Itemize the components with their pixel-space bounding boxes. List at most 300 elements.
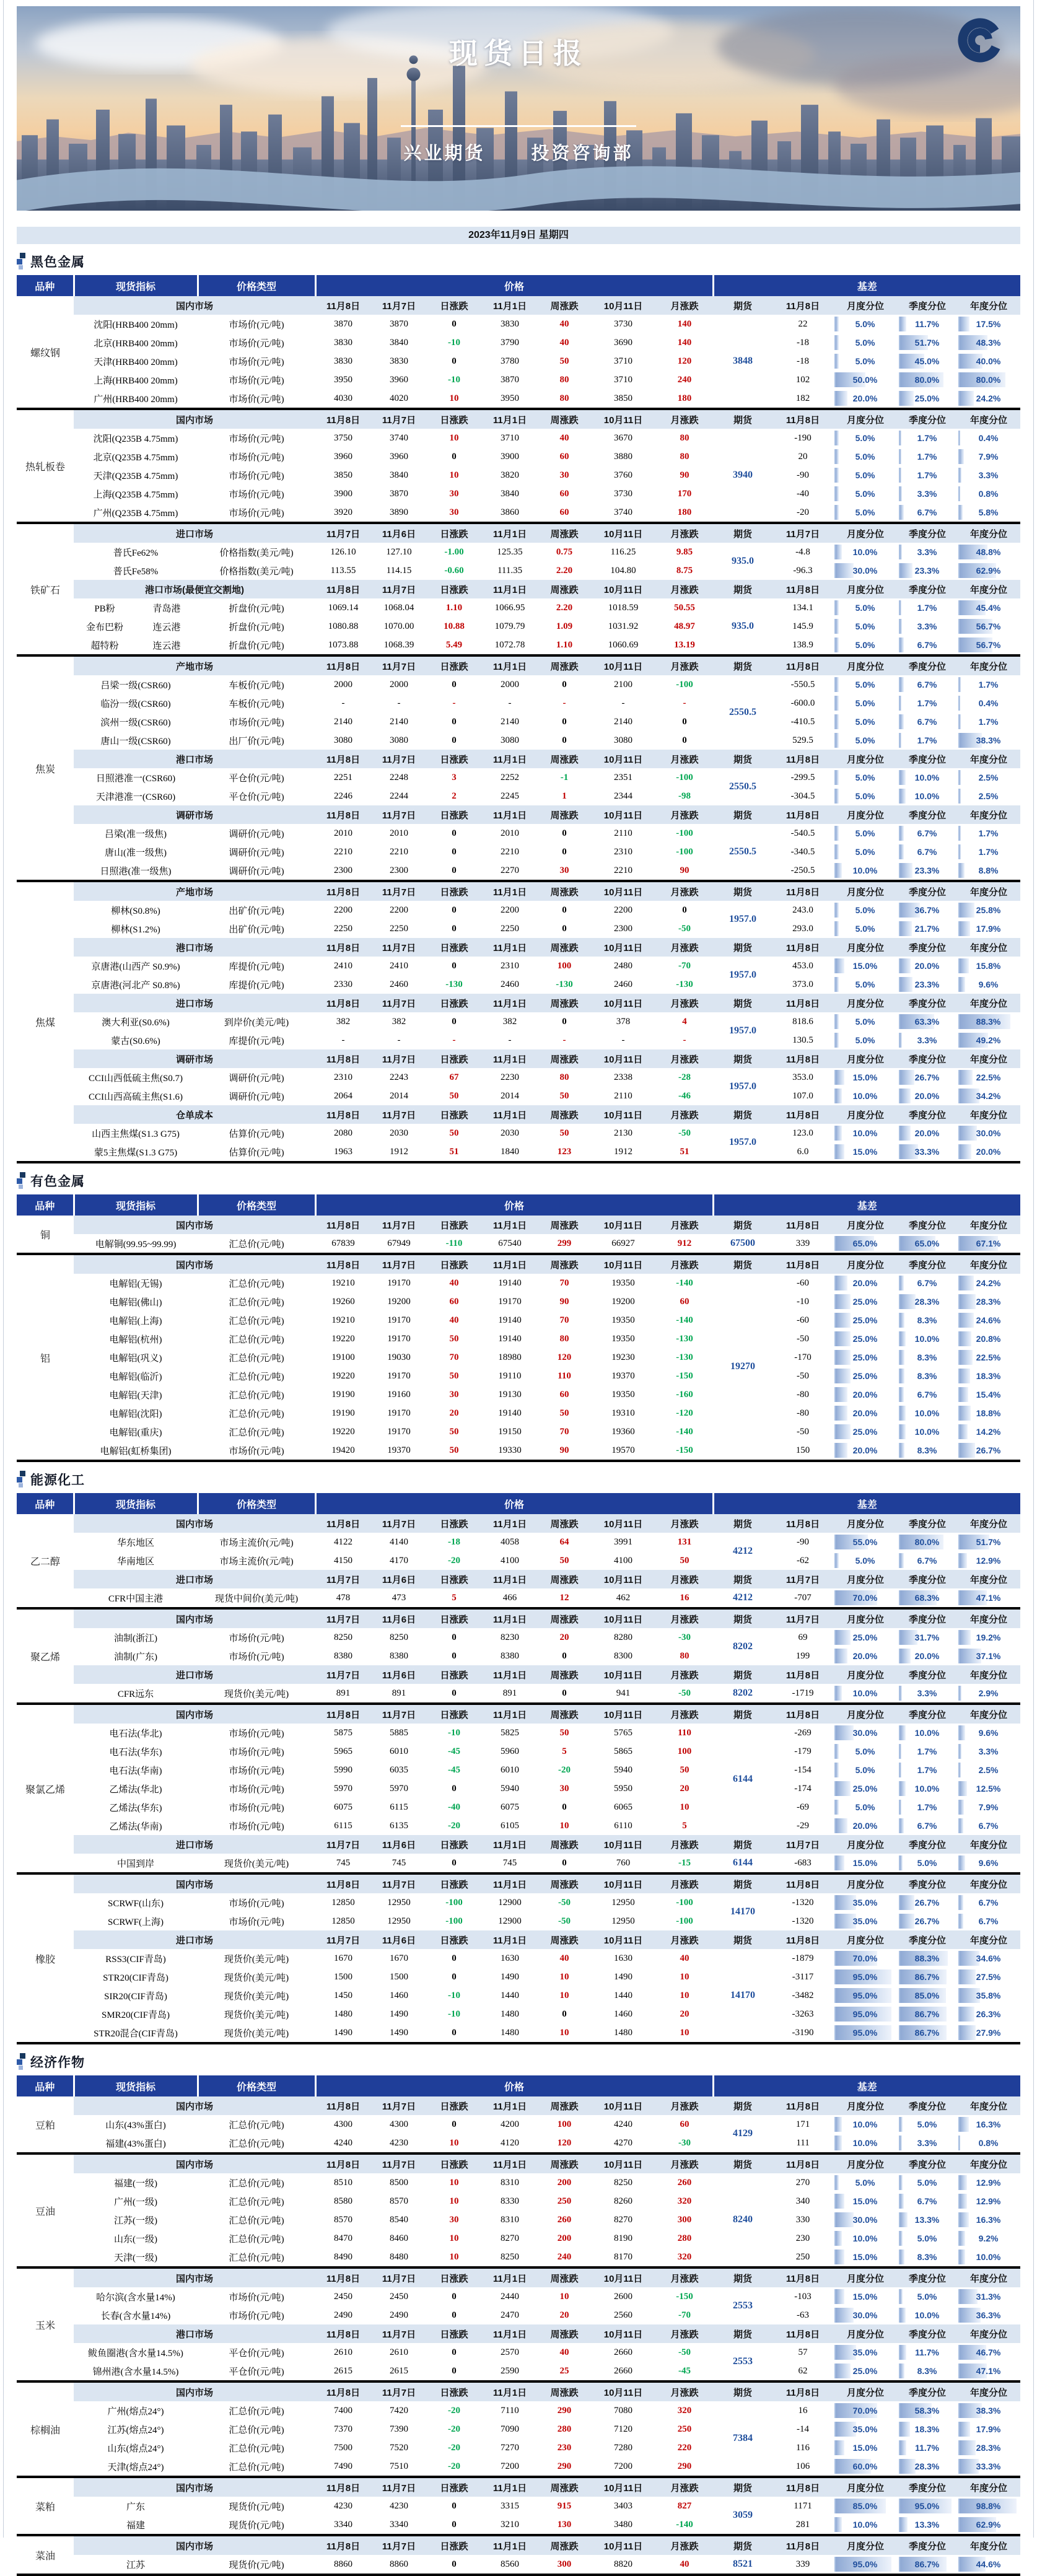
percentile-cell (898, 824, 957, 843)
date-column-header: 11月1日 (481, 2155, 538, 2173)
price-cell: 2246 (334, 791, 353, 801)
table-row (17, 1012, 1020, 1031)
percentile-value: 10.0% (914, 1728, 940, 1738)
change-cell: 0 (452, 1783, 457, 1794)
percentile-bar-wrap (834, 600, 895, 615)
price-cell: 19190 (331, 1408, 355, 1418)
date-column-header: 日涨跌 (427, 805, 481, 824)
price-cell: - (397, 1035, 401, 1045)
percentile-value: 5.0% (855, 735, 875, 745)
percentile-value: 5.0% (855, 621, 875, 631)
variety-label: 热轧板卷 (17, 410, 74, 522)
percentile-value: 24.2% (976, 393, 1001, 403)
indicator-cell: 沈阳(Q235B 4.75mm) (93, 434, 178, 444)
price-cell: 8560 (501, 2559, 520, 2569)
basis-column-header: 期货 (713, 1610, 772, 1628)
futures-price-cell: 1957.0 (729, 914, 757, 924)
market-subheader-row (17, 1835, 1020, 1854)
percentile-value: 20.0% (914, 1128, 940, 1138)
basis-value-cell: -3263 (792, 2009, 814, 2019)
section-bullet-icon (17, 1172, 26, 1189)
change-cell: 80 (559, 1072, 569, 1082)
basis-column-header: 季度分位 (898, 1875, 957, 1893)
percentile-cell (898, 2134, 957, 2152)
percentile-cell (957, 2306, 1020, 2324)
basis-value-cell: 116 (796, 2442, 810, 2453)
percentile-value: 1.7% (917, 1802, 937, 1812)
basis-column-header: 11月7日 (772, 1835, 833, 1854)
change-cell: 915 (557, 2500, 572, 2511)
market-label: 港口市场(最便宜交割地) (74, 580, 315, 598)
basis-value-cell: -29 (797, 1820, 810, 1831)
basis-column-header: 年度分位 (957, 805, 1020, 824)
percentile-cell (833, 1986, 898, 2005)
price-cell: 6110 (614, 1820, 632, 1831)
percentile-cell (957, 2515, 1020, 2534)
table-row (17, 2134, 1020, 2152)
price-type-cell: 汇总价(元/吨) (229, 2443, 284, 2454)
table-row (17, 1533, 1020, 1551)
percentile-value: 6.7% (917, 828, 937, 838)
percentile-cell (833, 787, 898, 805)
change-cell: 120 (557, 1352, 572, 1362)
table-row (17, 1311, 1020, 1330)
change-cell: 0 (452, 2291, 457, 2302)
date-column-header: 10月11日 (590, 2383, 656, 2401)
percentile-cell (833, 466, 898, 484)
market-subheader-row (17, 1105, 1020, 1124)
percentile-value: 12.9% (976, 1556, 1001, 1566)
percentile-value: 62.9% (976, 566, 1001, 576)
change-cell: 230 (557, 2442, 572, 2453)
percentile-bar-wrap (834, 486, 895, 501)
percentile-cell (833, 1779, 898, 1798)
percentile-value: 30.0% (852, 1728, 878, 1738)
percentile-value: 48.8% (976, 547, 1001, 557)
change-cell: 50 (559, 356, 569, 366)
change-cell: 10 (559, 1820, 569, 1831)
change-cell: 0 (562, 846, 567, 857)
change-cell: 100 (557, 2119, 572, 2129)
date-column-header: 日涨跌 (427, 994, 481, 1012)
market-label: 进口市场 (74, 1570, 315, 1588)
change-cell: -100 (676, 846, 693, 857)
price-cell: 2244 (390, 791, 409, 801)
percentile-bar-wrap (899, 619, 954, 634)
date-column-header: 月涨跌 (656, 1570, 713, 1588)
price-cell: 2470 (501, 2310, 520, 2320)
price-type-cell: 汇总价(元/吨) (229, 1409, 284, 1419)
table-row (17, 712, 1020, 731)
change-cell: -20 (448, 2424, 461, 2434)
indicator-cell: 山西主焦煤(S1.3 G75) (92, 1129, 180, 1139)
price-cell: 3730 (614, 488, 633, 499)
price-cell: 1500 (334, 1971, 353, 1982)
date-column-header: 11月8日 (315, 296, 371, 315)
price-type-cell: 市场价(元/吨) (229, 338, 284, 349)
percentile-bar-wrap (834, 1686, 895, 1701)
market-label: 国内市场 (74, 1255, 315, 1274)
percentile-bar-wrap (834, 1725, 895, 1740)
price-cell: 125.35 (497, 546, 523, 557)
percentile-bar-wrap (958, 1294, 1017, 1309)
change-cell: 80 (680, 1650, 689, 1661)
change-cell: 2.20 (556, 602, 573, 613)
date-column-header: 11月7日 (315, 1835, 371, 1854)
percentile-value: 6.7% (917, 1556, 937, 1566)
price-cell: 19190 (331, 1389, 355, 1400)
percentile-cell (957, 2210, 1020, 2229)
date-column-header: 周涨跌 (538, 1665, 590, 1684)
price-cell: 127.10 (386, 546, 412, 557)
percentile-bar-wrap (899, 2403, 954, 2418)
change-cell: 0 (452, 828, 457, 838)
price-cell: 3210 (501, 2519, 520, 2530)
percentile-cell (957, 1533, 1020, 1551)
price-type-cell: 汇总价(元/吨) (229, 2178, 284, 2189)
change-cell: 0 (452, 1650, 457, 1661)
basis-value-cell: -60 (797, 1277, 810, 1288)
percentile-bar-wrap (834, 2364, 895, 2378)
price-cell: 2140 (501, 716, 520, 727)
futures-price-cell: 3848 (733, 356, 753, 366)
percentile-bar-wrap (899, 1744, 954, 1759)
basis-value-cell: -190 (794, 432, 812, 443)
percentile-cell (833, 712, 898, 731)
basis-value-cell: 6.0 (797, 1146, 809, 1157)
price-cell: 2252 (501, 772, 520, 782)
basis-column-header: 季度分位 (898, 994, 957, 1012)
bullet-square-icon (17, 1178, 22, 1184)
table-row (17, 975, 1020, 994)
table-row (17, 1779, 1020, 1798)
percentile-bar-wrap (958, 1818, 1017, 1833)
bullet-square-icon (20, 2053, 25, 2059)
basis-value-cell: 111 (796, 2137, 810, 2148)
percentile-bar-wrap (958, 2345, 1017, 2360)
price-cell: 3840 (390, 337, 409, 348)
col-price-type-header: 价格类型 (198, 1493, 315, 1514)
change-cell: 8.75 (676, 565, 693, 576)
percentile-bar-wrap (958, 1089, 1017, 1103)
percentile-cell (957, 1142, 1020, 1161)
change-cell: 0 (452, 2365, 457, 2376)
percentile-value: 6.7% (917, 1278, 937, 1288)
price-cell: 4058 (501, 1536, 520, 1547)
date-column-header: 11月8日 (315, 2478, 371, 2497)
percentile-cell (898, 1068, 957, 1087)
change-cell: 20 (680, 1783, 689, 1794)
date-column-header: 11月7日 (371, 2536, 427, 2555)
percentile-value: 3.3% (917, 547, 937, 557)
percentile-bar-wrap (899, 1988, 954, 2003)
percentile-value: 25.0% (852, 1632, 878, 1642)
indicator-cell: SIR20(CIF青岛) (104, 1991, 167, 2002)
date-column-header: 10月11日 (590, 1665, 656, 1684)
percentile-value: 5.0% (855, 356, 875, 366)
indicator-cell: 普氏Fe58% (113, 566, 159, 577)
basis-value-cell: -299.5 (790, 772, 815, 782)
change-cell: -98 (678, 791, 691, 801)
date-column-header: 11月8日 (315, 938, 371, 957)
percentile-value: 5.0% (855, 1746, 875, 1756)
percentile-value: 5.0% (917, 2119, 937, 2129)
percentile-value: 27.5% (976, 1972, 1001, 1982)
percentile-cell (957, 503, 1020, 522)
percentile-cell (898, 352, 957, 370)
indicator-cell: 上海(Q235B 4.75mm) (93, 489, 178, 500)
percentile-cell (898, 2173, 957, 2192)
percentile-cell (898, 1742, 957, 1761)
price-type-cell: 市场价(元/吨) (229, 375, 284, 386)
futures-price-cell: 4212 (733, 1546, 753, 1556)
price-type-cell: 到岸价(美元/吨) (224, 1017, 289, 1028)
percentile-bar-wrap (834, 1590, 895, 1605)
price-cell: 3340 (390, 2519, 409, 2530)
basis-value-cell: -4.8 (795, 546, 810, 557)
table-row (17, 694, 1020, 712)
percentile-cell (898, 1385, 957, 1404)
percentile-bar-wrap (899, 844, 954, 859)
basis-column-header: 月度分位 (833, 524, 898, 543)
percentile-bar-wrap (899, 1914, 954, 1929)
basis-value-cell: -410.5 (790, 716, 815, 727)
basis-column-header: 期货 (713, 882, 772, 901)
price-cell: 2310 (501, 960, 520, 971)
price-cell: 4100 (501, 1555, 520, 1566)
table-row (17, 466, 1020, 484)
percentile-value: 20.0% (852, 393, 878, 403)
date-column-header: 11月1日 (481, 2478, 538, 2497)
percentile-value: 6.7% (917, 1821, 937, 1831)
percentile-cell (833, 2515, 898, 2534)
change-cell: -140 (676, 2519, 693, 2530)
basis-value-cell: -50 (797, 1370, 810, 1381)
basis-value-cell: 529.5 (792, 735, 813, 745)
date-column-header: 月涨跌 (656, 2155, 713, 2173)
indicator-cell: 鲅鱼圈港(含水量14.5%) (88, 2348, 183, 2359)
basis-value-cell: 330 (795, 2214, 810, 2225)
basis-column-header: 季度分位 (898, 524, 957, 543)
change-cell: 80 (680, 432, 689, 443)
change-cell: 10 (559, 1971, 569, 1982)
market-label: 国内市场 (74, 296, 315, 315)
price-cell: 19210 (331, 1277, 355, 1288)
change-cell: -160 (676, 1389, 693, 1400)
percentile-bar-wrap (958, 977, 1017, 992)
market-subheader-row (17, 1216, 1020, 1234)
change-cell: 0 (452, 318, 457, 329)
percentile-bar-wrap (834, 844, 895, 859)
percentile-cell (833, 1292, 898, 1311)
basis-column-header: 季度分位 (898, 1705, 957, 1724)
date-column-header: 周涨跌 (538, 2324, 590, 2343)
basis-value-cell: -10 (797, 1296, 810, 1307)
basis-column-header: 季度分位 (898, 750, 957, 768)
indicator-cell: 吕梁(准一级焦) (105, 829, 167, 839)
change-cell: 30 (559, 865, 569, 875)
price-cell: 12950 (387, 1916, 411, 1926)
table-row (17, 675, 1020, 694)
percentile-cell (957, 1367, 1020, 1385)
price-type-cell: 折盘价(元/吨) (229, 622, 284, 633)
percentile-value: 15.0% (852, 1147, 878, 1157)
price-cell: 745 (336, 1857, 351, 1868)
percentile-cell (898, 2192, 957, 2210)
change-cell: 20 (559, 1632, 569, 1642)
change-cell: -0.60 (444, 565, 464, 576)
variety-label: 铁矿石 (17, 524, 74, 654)
percentile-value: 20.0% (914, 1091, 940, 1101)
change-cell: 50 (559, 1408, 569, 1418)
price-cell: 745 (502, 1857, 517, 1868)
percentile-value: 6.7% (978, 1916, 999, 1926)
percentile-cell (898, 1274, 957, 1292)
basis-column-header: 期货 (713, 805, 772, 824)
basis-column-header: 期货 (713, 1835, 772, 1854)
date-column-header: 周涨跌 (538, 1514, 590, 1533)
futures-price-cell: 6144 (733, 1857, 753, 1868)
basis-column-header: 季度分位 (898, 1835, 957, 1854)
date-column-header: 11月1日 (481, 2269, 538, 2287)
market-subheader-row (17, 2324, 1020, 2343)
change-cell: -100 (676, 1897, 693, 1908)
change-cell: 0 (562, 716, 567, 727)
price-cell: 6075 (501, 1802, 520, 1812)
change-cell: 12 (559, 1592, 569, 1603)
price-cell: 19220 (331, 1370, 355, 1381)
percentile-value: 28.3% (914, 1297, 940, 1307)
basis-column-header: 月度分位 (833, 296, 898, 315)
date-column-header: 11月7日 (371, 580, 427, 598)
change-cell: 0 (682, 735, 687, 745)
date-column-header: 周涨跌 (538, 2096, 590, 2115)
percentile-cell (957, 1761, 1020, 1779)
percentile-bar-wrap (899, 637, 954, 652)
price-cell: 8540 (390, 2214, 409, 2225)
percentile-value: 5.0% (855, 1556, 875, 1566)
variety-label: 螺纹钢 (17, 296, 74, 408)
date-column-header: 11月7日 (315, 524, 371, 543)
percentile-bar-wrap (899, 317, 954, 331)
percentile-bar-wrap (958, 563, 1017, 578)
basis-column-header: 月度分位 (833, 2478, 898, 2497)
percentile-value: 95.0% (852, 2559, 878, 2569)
date-column-header: 日涨跌 (427, 1930, 481, 1949)
table-row (17, 370, 1020, 389)
basis-column-header: 11月8日 (772, 580, 833, 598)
price-type-cell: 现货价(美元/吨) (224, 2010, 289, 2020)
change-cell: 70 (559, 1277, 569, 1288)
percentile-cell (898, 2343, 957, 2362)
price-cell: 6115 (390, 1802, 408, 1812)
percentile-cell (957, 2023, 1020, 2042)
percentile-value: 1.7% (917, 698, 937, 708)
change-cell: 0 (452, 2500, 457, 2511)
price-cell: 1068.39 (383, 639, 414, 650)
percentile-bar-wrap (899, 545, 954, 559)
date-column-header: 11月7日 (315, 1570, 371, 1588)
change-cell: 5.49 (445, 639, 463, 650)
percentile-value: 10.0% (976, 2252, 1001, 2262)
change-cell: 280 (557, 2424, 572, 2434)
percentile-value: 23.3% (914, 566, 940, 576)
date-column-header: 月涨跌 (656, 1705, 713, 1724)
price-cell: 3820 (501, 470, 520, 480)
change-cell: -150 (676, 1370, 693, 1381)
date-column-header: 11月7日 (371, 1105, 427, 1124)
percentile-cell (957, 1986, 1020, 2005)
percentile-bar-wrap (958, 545, 1017, 559)
market-label: 进口市场 (74, 1835, 315, 1854)
indicator-cell: CCI山西高硫主焦(S1.6) (88, 1092, 183, 1102)
basis-column-header: 期货 (713, 2155, 772, 2173)
basis-column-header: 月度分位 (833, 2536, 898, 2555)
date-column-header: 11月6日 (371, 524, 427, 543)
percentile-bar-wrap (958, 714, 1017, 729)
basis-column-header: 季度分位 (898, 1570, 957, 1588)
price-cell: 2010 (390, 828, 409, 838)
table-row (17, 598, 1020, 617)
percentile-value: 25.0% (852, 1315, 878, 1325)
basis-column-header: 11月8日 (772, 882, 833, 901)
date-column-header: 10月11日 (590, 994, 656, 1012)
change-cell: 0 (562, 2009, 567, 2019)
change-cell: 0 (452, 2027, 457, 2038)
percentile-cell (833, 975, 898, 994)
basis-value-cell: 145.9 (792, 621, 813, 631)
percentile-bar-wrap (899, 696, 954, 711)
percentile-cell (833, 1798, 898, 1816)
price-type-cell: 价格指数(美元/吨) (219, 548, 294, 558)
price-cell: 8190 (614, 2233, 633, 2243)
percentile-bar-wrap (834, 1895, 895, 1910)
table-row (17, 617, 1020, 636)
percentile-bar-wrap (834, 1763, 895, 1777)
date-column-header: 日涨跌 (427, 2324, 481, 2343)
market-subheader-row (17, 1930, 1020, 1949)
price-type-cell: 市场价(元/吨) (229, 471, 284, 481)
price-type-cell: 调研价(元/吨) (229, 1092, 284, 1102)
percentile-value: 58.3% (914, 2406, 940, 2416)
change-cell: 120 (557, 2137, 572, 2148)
percentile-value: 20.0% (914, 961, 940, 971)
percentile-bar-wrap (958, 2289, 1017, 2304)
table-row (17, 2515, 1020, 2534)
percentile-cell (898, 1912, 957, 1930)
section-bullet-icon (17, 2053, 26, 2070)
price-cell: 2210 (390, 846, 409, 857)
price-cell: 8230 (501, 1632, 520, 1642)
price-type-cell: 库提价(元/吨) (229, 962, 284, 972)
percentile-bar-wrap (899, 1590, 954, 1605)
indicator-cell: 日照港(准一级焦) (100, 866, 172, 877)
date-column-header: 日涨跌 (427, 410, 481, 429)
percentile-bar-wrap (958, 505, 1017, 520)
percentile-value: 17.9% (976, 924, 1001, 934)
percentile-value: 80.0% (914, 1537, 940, 1547)
price-cell: - (341, 698, 345, 708)
percentile-cell (898, 1533, 957, 1551)
change-cell: - (683, 698, 686, 708)
change-cell: -140 (676, 1277, 693, 1288)
section-title: 经济作物 (30, 2056, 85, 2070)
date-column-header: 11月7日 (315, 1665, 371, 1684)
indicator-cell: 北京(HRB400 20mm) (94, 338, 178, 349)
col-price-header: 价格 (315, 2075, 713, 2096)
percentile-cell (898, 1968, 957, 1986)
indicator-cell: 电解铜(99.95~99.99) (95, 1239, 177, 1250)
